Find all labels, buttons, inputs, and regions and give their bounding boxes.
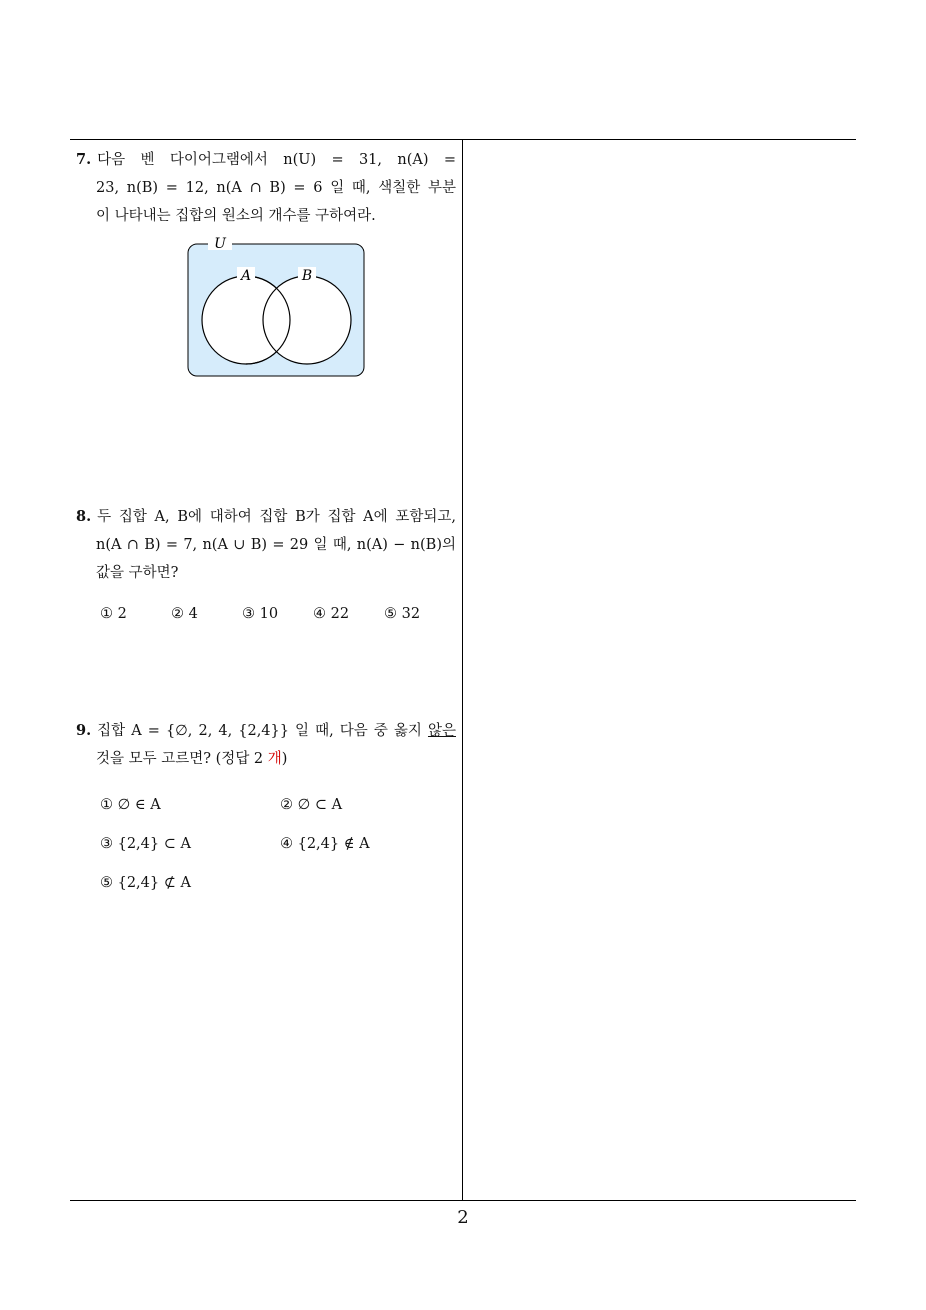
set-b-label: B [301, 268, 313, 284]
problem-9-line-1: 9. 집합 A = {∅, 2, 4, {2,4}} 일 때, 다음 중 옳지 않은 [76, 722, 456, 739]
choice-2[interactable]: ② 4 [171, 606, 198, 622]
problem-7 [76, 146, 456, 230]
venn-diagram [186, 236, 366, 380]
page-number: 2 [457, 1207, 469, 1228]
choice-1[interactable]: ① ∅ ∈ A [100, 797, 161, 813]
problem-9-number: 9. [76, 722, 92, 739]
choice-5[interactable]: ⑤ 32 [384, 606, 421, 622]
set-a-label: A [240, 268, 252, 284]
choice-5[interactable]: ⑤ {2,4} ⊄ A [100, 875, 191, 891]
choice-1[interactable]: ① 2 [100, 606, 127, 622]
bottom-rule [70, 1200, 856, 1201]
choice-4[interactable]: ④ {2,4} ∉ A [280, 836, 370, 852]
problem-7-line-1: 7. 다음 벤 다이어그램에서 n(U) = 31, n(A) = [76, 151, 456, 168]
problem-8-choices [100, 606, 455, 622]
set-b-circle [263, 276, 351, 364]
problem-8-line-3: 값을 구하면? [96, 565, 179, 581]
top-rule [70, 139, 856, 140]
universe-label: U [214, 236, 226, 252]
problem-8-line-2: n(A ∩ B) = 7, n(A ∪ B) = 29 일 때, n(A) − n(B)의 [96, 537, 456, 553]
column-divider [462, 139, 463, 1201]
problem-9 [76, 717, 456, 773]
choice-3[interactable]: ③ 10 [242, 606, 279, 622]
problem-7-line-3: 이 나타내는 집합의 원소의 개수를 구하여라. [96, 208, 376, 224]
red-emphasis: 개 [267, 751, 282, 767]
problem-7-number: 7. [76, 151, 92, 168]
choice-2[interactable]: ② ∅ ⊂ A [280, 797, 343, 813]
problem-8-number: 8. [76, 508, 92, 525]
choice-4[interactable]: ④ 22 [313, 606, 350, 622]
underlined-word: 않은 [427, 723, 456, 739]
problem-7-line-2: 23, n(B) = 12, n(A ∩ B) = 6 일 때, 색칠한 부분 [96, 180, 456, 196]
choice-3[interactable]: ③ {2,4} ⊂ A [100, 836, 191, 852]
problem-8 [76, 503, 456, 587]
problem-8-line-1: 8. 두 집합 A, B에 대하여 집합 B가 집합 A에 포함되고, [76, 508, 456, 525]
problem-9-line-2: 것을 모두 고르면? (정답 2 개) [96, 751, 288, 767]
